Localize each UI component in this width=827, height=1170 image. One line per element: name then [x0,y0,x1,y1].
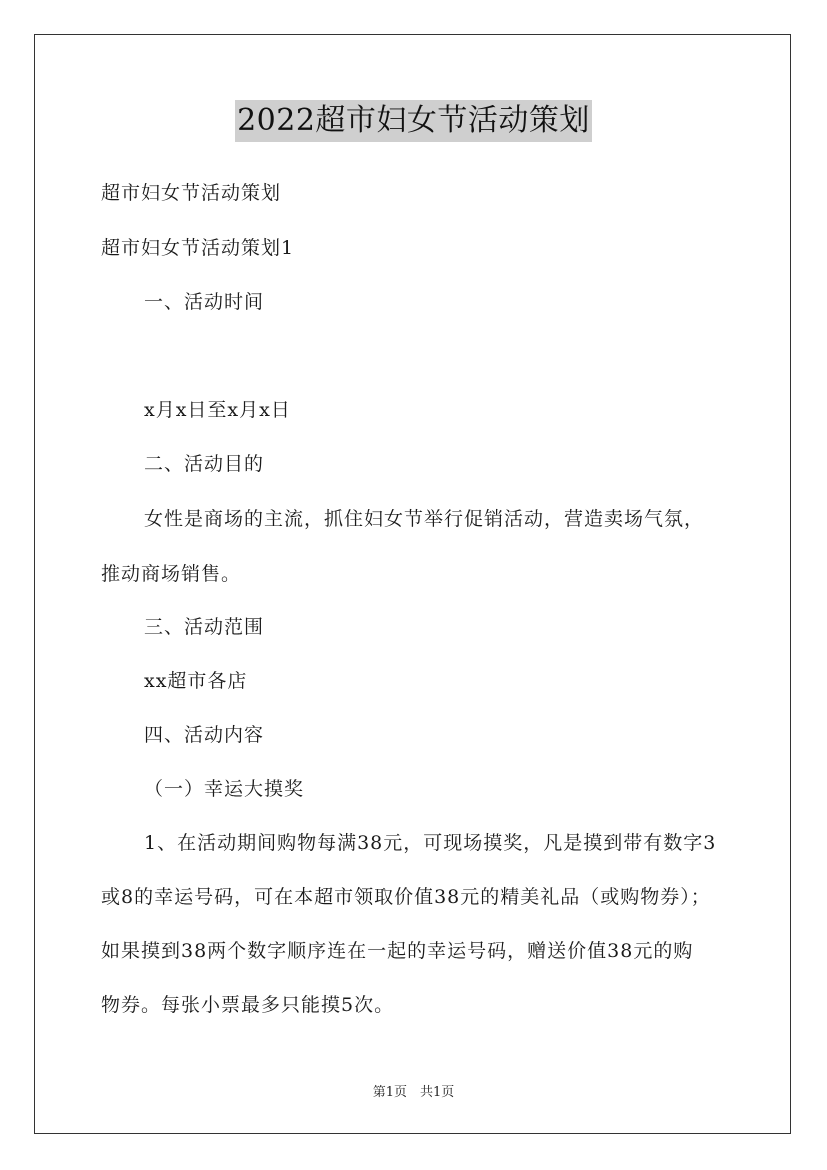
subheading-line: 超市妇女节活动策划1 [101,237,295,259]
paragraph-line: xx超市各店 [144,670,248,692]
section-heading: 二、活动目的 [144,453,265,475]
paragraph-line: 1、在活动期间购物每满38元，可现场摸奖，凡是摸到带有数字3 [144,832,717,854]
paragraph-line: 物券。每张小票最多只能摸5次。 [101,994,395,1016]
document-title: 2022超市妇女节活动策划 [235,100,592,142]
heading-line: 超市妇女节活动策划 [101,182,282,204]
section-heading: 四、活动内容 [144,724,265,746]
paragraph-line: 如果摸到38两个数字顺序连在一起的幸运号码，赠送价值38元的购 [101,940,694,962]
paragraph-line: 或8的幸运号码，可在本超市领取价值38元的精美礼品（或购物券）； [101,886,711,908]
paragraph-line: 推动商场销售。 [101,563,242,585]
subsection-heading: （一）幸运大摸奖 [144,778,305,800]
title-container [0,100,827,142]
section-heading: 三、活动范围 [144,616,265,638]
section-heading: 一、活动时间 [144,291,265,313]
paragraph-line: x月x日至x月x日 [144,399,291,421]
paragraph-line: 女性是商场的主流，抓住妇女节举行促销活动，营造卖场气氛， [144,508,705,530]
page-footer: 第1页 共1页 [372,1085,455,1100]
